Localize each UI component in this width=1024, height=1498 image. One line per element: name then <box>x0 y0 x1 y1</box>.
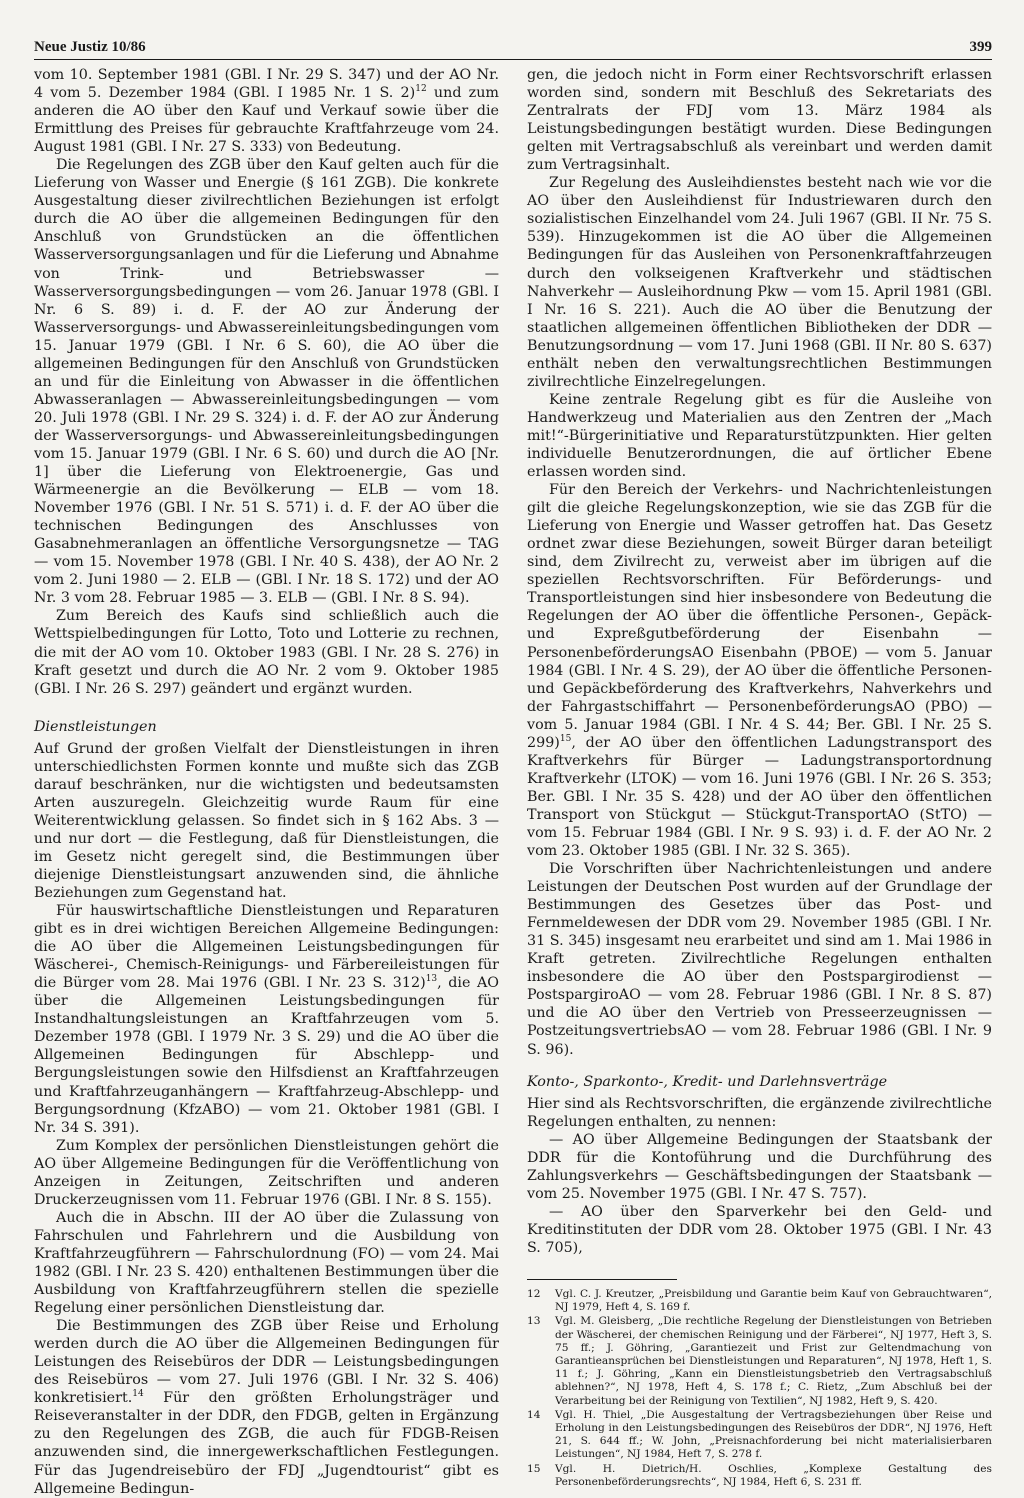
footnote-14 <box>527 1409 992 1462</box>
footnote-text: Vgl. C. J. Kreutzer, „Preisbildung und Garantie beim Kauf von Gebrauchtwaren“, NJ 1979, Heft 4, S. 169 f. <box>555 1288 992 1314</box>
paragraph: Hier sind als Rechtsvorschriften, die ergänzende zivilrechtliche Regelungen enthalten, zu nennen: <box>527 1095 992 1130</box>
paragraph: Keine zentrale Regelung gibt es für die Ausleihe von Handwerkzeug und Materialien aus den Zentren der „Mach mit!“-Bürgerinitiative und Reparaturstützpunkten. Hier gelten individuelle Benutzerordnungen, die auf örtlicher Ebene erlassen worden sind. <box>527 391 992 481</box>
footnotes <box>527 1288 992 1489</box>
paragraph: Für hauswirtschaftliche Dienstleistungen und Reparaturen gibt es in drei wichtigen Bereichen Allgemeine Bedingungen: die AO über die Allgemeinen Leistungsbedingungen für Wäscherei-, Chemisch-Reinigungs- und Färbereileistungen für die Bürger vom 28. Mai 1976 (GBl. I Nr. 23 S. 312)$^{13}$, die AO über die Allgemeinen Leistungsbedingungen für Instandhaltungsleistungen an Kraftfahrzeugen vom 5. Dezember 1978 (GBl. I 1979 Nr. 3 S. 29) und die AO über die Allgemeinen Bedingungen für Abschlepp- und Bergungsleistungen sowie den Hilfsdienst an Kraftfahrzeugen und Kraftfahrzeuganhängern — Kraftfahrzeug-Abschlepp- und Bergungsordnung (KfzABO) — vom 21. Oktober 1981 (GBl. I Nr. 34 S. 391). <box>34 903 499 1136</box>
footnote-text: Vgl. H. Dietrich/H. Oschlies, „Komplexe Gestaltung des Personenbeförderungsrechts“, NJ 1984, Heft 6, S. 231 ff. <box>555 1462 992 1488</box>
footnote-number: 12 <box>527 1288 541 1300</box>
paragraph: Die Vorschriften über Nachrichtenleistungen und andere Leistungen der Deutschen Post wurden auf der Grundlage der Bestimmungen des Gesetzes über das Post- und Fernmeldewesen der DDR vom 29. November 1985 (GBl. I Nr. 31 S. 345) insgesamt neu erarbeitet und sind am 1. Mai 1986 in Kraft getreten. Zivilrechtliche Regelungen enthalten insbesondere die AO über den Postspargirodienst — PostspargiroAO — vom 28. Februar 1986 (GBl. I Nr. 8 S. 87) und die AO über den Vertrieb von Presseerzeugnissen — PostzeitungsvertriebsAO — vom 28. Februar 1986 (GBl. I Nr. 9 S. 96). <box>527 861 992 1058</box>
footnote-number: 14 <box>527 1408 541 1421</box>
page-number: 399 <box>969 39 992 55</box>
running-header <box>34 30 992 60</box>
journal-title: Neue Justiz 10/86 <box>34 39 146 55</box>
footnote-text: Vgl. M. Gleisberg, „Die rechtliche Regelung der Dienstleistungen von Betrieben der Wäscherei, der chemischen Reinigung und der Färberei“, NJ 1977, Heft 3, S. 75 ff.; J. Göhring, „Garantiezeit und Frist zur Geltendmachung von Garantieansprüchen bei Dienstleistungen und Reparaturen“, NJ 1978, Heft 1, S. 11 f.; J. Göhring, „Kann ein Dienstleistungsbetrieb den Vertragsabschluß ablehnen?“, NJ 1978, Heft 4, S. 178 f.; C. Rietz, „Zum Abschluß bei der Verarbeitung bei der Reinigung von Textilien“, NJ 1982, Heft 9, S. 420. <box>555 1315 992 1407</box>
footnote-number: 15 <box>527 1462 541 1475</box>
footnote-ref: 15 <box>559 733 572 744</box>
list-item: — AO über den Sparverkehr bei den Geld- und Kreditinstituten der DDR vom 28. Oktober 1975 (GBl. I Nr. 43 S. 705), <box>527 1203 992 1256</box>
paragraph: Zur Regelung des Ausleihdienstes besteht nach wie vor die AO über den Ausleihdienst für Industriewaren durch den sozialistischen Einzelhandel vom 24. Juli 1967 (GBl. II Nr. 75 S. 539). Hinzugekommen ist die AO über die Allgemeinen Bedingungen für das Ausleihen von Personenkraftfahrzeugen durch den volkseigenen Kraftverkehr und städtischen Nahverkehr — Ausleihordnung Pkw — vom 15. April 1981 (GBl. I Nr. 16 S. 221). Auch die AO über die Benutzung der staatlichen allgemeinen öffentlichen Bibliotheken der DDR — Benutzungsordnung — vom 17. Juni 1968 (GBl. II Nr. 80 S. 637) enthält neben den verwaltungsrechtlichen Bestimmungen zivilrechtliche Einzelregelungen. <box>527 175 992 390</box>
footnote-ref: 14 <box>132 1389 144 1400</box>
text-columns <box>34 66 992 1498</box>
paragraph: Auch die in Abschn. III der AO über die Zulassung von Fahrschulen und Fahrlehrern und die Ausbildung von Kraftfahrzeugführern — Fahrschulordnung (FO) — vom 24. Mai 1982 (GBl. I Nr. 23 S. 420) enthaltenen Bestimmungen über die Ausbildung von Kraftfahrzeugführern stellen die spezielle Regelung einer persönlichen Dienstleistung dar. <box>34 1209 499 1317</box>
paragraph: Zum Komplex der persönlichen Dienstleistungen gehört die AO über Allgemeine Bedingungen für die Veröffentlichung von Anzeigen in Zeitungen, Zeitschriften und anderen Druckerzeugnissen vom 11. Februar 1976 (GBl. I Nr. 8 S. 155). <box>34 1137 499 1208</box>
paragraph: Die Bestimmungen des ZGB über Reise und Erholung werden durch die AO über die Allgemeinen Bedingungen für Leistungen des Reisebüros der DDR — Leistungsbedingungen des Reisebüros — vom 27. Juli 1976 (GBl. I Nr. 32 S. 406) konkretisiert.$^{14}$ Für den größten Erholungsträger und Reiseveranstalter in der DDR, den FDGB, gelten in Ergänzung zu den Regelungen des ZGB, die auch für FDGB-Reisen anzuwenden sind, die innergewerkschaftlichen Festlegungen. Für das Jugendreisebüro der FDJ „Jugendtourist“ gibt es Allgemeine Bedingun- <box>34 1318 499 1497</box>
left-column <box>34 66 499 1498</box>
footnote-12 <box>527 1288 992 1314</box>
footnote-15 <box>527 1463 992 1489</box>
footnote-13 <box>527 1315 992 1407</box>
footnote-text: Vgl. H. Thiel, „Die Ausgestaltung der Vertragsbeziehungen über Reise und Erholung in den Leistungsbedingungen des Reisebüros der DDR“, NJ 1976, Heft 21, S. 644 ff.; W. John, „Preisnachforderung bei nicht materialisierbaren Leistungen“, NJ 1984, Heft 7, S. 278 f. <box>555 1408 992 1461</box>
section-heading-kredit: Konto-, Sparkonto-, Kredit- und Darlehnsverträge <box>527 1073 888 1090</box>
footnote-divider <box>527 1279 677 1280</box>
paragraph: Zum Bereich des Kaufs sind schließlich auch die Wettspielbedingungen für Lotto, Toto und Lotterie zu rechnen, die mit der AO vom 10. Oktober 1983 (GBl. I Nr. 28 S. 276) in Kraft gesetzt und durch die AO Nr. 2 vom 9. Oktober 1985 (GBl. I Nr. 26 S. 297) geändert und ergänzt wurden. <box>34 608 499 697</box>
paragraph: Für den Bereich der Verkehrs- und Nachrichtenleistungen gilt die gleiche Regelungskonzeption, wie sie das ZGB für die Lieferung von Energie und Wasser getroffen hat. Das Gesetz ordnet zwar diese Beziehungen, soweit Bürger daran beteiligt sind, dem Zivilrecht zu, verweist aber im übrigen auf die speziellen Rechtsvorschriften. Für Beförderungs- und Transportleistungen sind hier insbesondere von Bedeutung die Regelungen der AO über die öffentliche Personen-, Gepäck- und Expreßgutbeförderung der Eisenbahn — PersonenbeförderungsAO Eisenbahn (PBOE) — vom 5. Januar 1984 (GBl. I Nr. 4 S. 29), der AO über die öffentliche Personen- und Gepäckbeförderung des Kraftverkehrs, Nahverkehrs und der Fahrgastschiffahrt — PersonenbeförderungsAO (PBO) — vom 5. Januar 1984 (GBl. I Nr. 4 S. 44; Ber. GBl. I Nr. 25 S. 299)$^{15}$, der AO über den öffentlichen Ladungstransport des Kraftverkehrs für Bürger — Ladungstransportordnung Kraftverkehr (LTOK) — vom 16. Juni 1976 (GBl. I Nr. 26 S. 353; Ber. GBl. I Nr. 35 S. 428) und der AO über den öffentlichen Transport von Stückgut — Stückgut-TransportAO (StTO) — vom 15. Februar 1984 (GBl. I Nr. 9 S. 93) i. d. F. der AO Nr. 2 vom 23. Oktober 1985 (GBl. I Nr. 32 S. 365). <box>527 482 992 860</box>
section-heading-dienstleistungen: Dienstleistungen <box>34 718 157 735</box>
paragraph: vom 10. September 1981 (GBl. I Nr. 29 S. 347) und der AO Nr. 4 vom 5. Dezember 1984 (GBl. I 1985 Nr. 1 S. 2)$^{12}$ und zum anderen die AO über den Kauf und Verkauf sowie über die Ermittlung des Preises für gebrauchte Kraftfahrzeuge vom 24. August 1981 (GBl. I Nr. 27 S. 333) von Bedeutung. <box>34 67 499 156</box>
footnote-ref: 12 <box>415 84 427 95</box>
paragraph: Die Regelungen des ZGB über den Kauf gelten auch für die Lieferung von Wasser und Energie (§ 161 ZGB). Die konkrete Ausgestaltung dieser zivilrechtlichen Beziehungen ist erfolgt durch die AO über die allgemeinen Bedingungen für den Anschluß von Grundstücken an die öffentlichen Wasserversorgungsanlagen und für die Lieferung und Abnahme von Trink- und Betriebswasser — Wasserversorgungsbedingungen — vom 26. Januar 1978 (GBl. I Nr. 6 S. 89) i. d. F. der AO zur Änderung der Wasserversorgungs- und Abwassereinleitungsbedingungen vom 15. Januar 1979 (GBl. I Nr. 6 S. 60), die AO über die allgemeinen Bedingungen für den Anschluß von Grundstücken an und für die Einleitung von Abwasser in die öffentlichen Abwasseranlagen — Abwassereinleitungsbedingungen — vom 20. Juli 1978 (GBl. I Nr. 29 S. 324) i. d. F. der AO zur Änderung der Wasserversorgungs- und Abwassereinleitungsbedingungen vom 15. Januar 1979 (GBl. I Nr. 6 S. 60) und durch die AO [Nr. 1] über die Lieferung von Elektroenergie, Gas und Wärmeenergie an die Bevölkerung — ELB — vom 18. November 1976 (GBl. I Nr. 51 S. 571) i. d. F. der AO über die technischen Bedingungen des Anschlusses von Gasabnehmeranlagen an öffentliche Versorgungsnetze — TAG — vom 15. November 1978 (GBl. I Nr. 40 S. 438), der AO Nr. 2 vom 2. Juni 1980 — 2. ELB — (GBl. I Nr. 18 S. 172) und der AO Nr. 3 vom 28. Februar 1985 — 3. ELB — (GBl. I Nr. 8 S. 94). <box>34 157 499 607</box>
paragraph: gen, die jedoch nicht in Form einer Rechtsvorschrift erlassen worden sind, sondern mit Beschluß des Sekretariats des Zentralrats der FDJ vom 13. März 1984 als Leistungsbedingungen bestätigt wurden. Diese Bedingungen gelten mit Vertragsabschluß als vereinbart und werden damit zum Vertragsinhalt. <box>527 67 992 174</box>
list-item: — AO über Allgemeine Bedingungen der Staatsbank der DDR für die Kontoführung und die Durchführung des Zahlungsverkehrs — Geschäftsbedingungen der Staatsbank — vom 25. November 1975 (GBl. I Nr. 47 S. 757). <box>527 1131 992 1202</box>
right-column <box>527 66 992 1498</box>
footnote-ref: 13 <box>425 974 438 985</box>
paragraph: Auf Grund der großen Vielfalt der Dienstleistungen in ihren unterschiedlichsten Formen konnte und mußte sich das ZGB darauf beschränken, nur die wichtigsten und bedeutsamsten Arten auszuregeln. Gleichzeitig wurde Raum für eine Weiterentwicklung gelassen. So findet sich in § 162 Abs. 3 — und nur dort — die Festlegung, daß für Dienstleistungen, die im Gesetz nicht geregelt sind, die Bestimmungen über diejenige Dienstleistungsart anzuwenden sind, die ähnliche Beziehungen zum Gegenstand hat. <box>34 740 499 902</box>
footnote-number: 13 <box>527 1315 541 1328</box>
